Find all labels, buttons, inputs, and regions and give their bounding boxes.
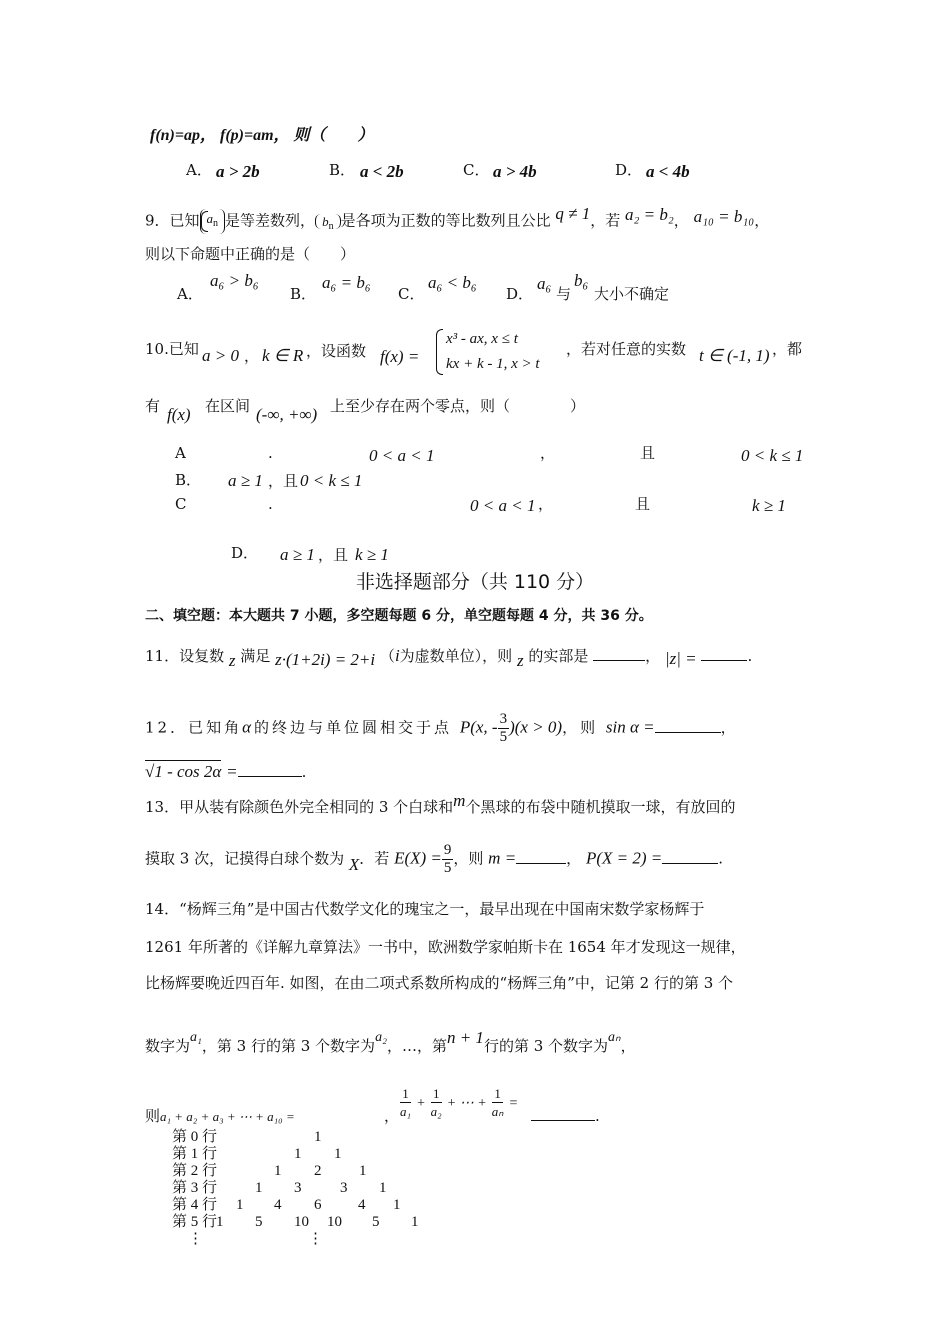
answer-blank[interactable]: [655, 718, 721, 733]
q10-option-d-label: D．: [231, 544, 259, 562]
answer-blank[interactable]: [238, 762, 302, 777]
q11-text: 的实部是: [528, 647, 589, 665]
q10-option-c-sep: ，: [538, 495, 554, 513]
q12-text: ，: [720, 718, 739, 737]
q11-i: i: [394, 646, 400, 665]
q13-text: ，: [566, 849, 582, 868]
triangle-number: 10: [327, 1214, 342, 1230]
q14-text: .: [595, 1107, 600, 1125]
q13-m: m: [453, 791, 466, 810]
q14-comma: ，: [384, 1107, 400, 1125]
q12-sqrt: √1 - cos 2α: [145, 762, 222, 781]
q10-cond-k: k ∈ R: [262, 346, 304, 365]
q10-option-c-and: 且: [635, 495, 651, 513]
q13-expectation: E(X) =: [394, 848, 442, 868]
q11-text: ，: [645, 647, 661, 665]
q9-option-d-a6: a₆: [537, 274, 552, 293]
q14-line1: 14．“杨辉三角”是中国古代数学文化的瑰宝之一，最早出现在中国南宋数学家杨辉于: [145, 900, 705, 918]
triangle-number: 2: [314, 1163, 322, 1179]
q10-piece2: kx + k - 1, x > t: [446, 356, 540, 372]
row-label: 第 2 行: [172, 1163, 218, 1179]
triangle-number: 1: [334, 1146, 342, 1162]
q8-option-d-label: D．: [615, 161, 643, 179]
q12-fraction: [498, 711, 510, 746]
q11-text: .: [747, 647, 753, 665]
q8-option-a-label: A．: [186, 161, 212, 179]
row-label: 第 1 行: [172, 1146, 218, 1162]
q9-text: 9．已知: [145, 211, 200, 230]
q9-text: ，: [754, 211, 770, 230]
q9-text: ，: [673, 211, 689, 230]
q14-blank-wrap: [531, 1106, 600, 1126]
q12-numerator: 3: [499, 711, 508, 727]
ellipsis-vertical: ⋮: [308, 1231, 323, 1247]
q9-cond1: a₂ = b₂: [625, 204, 674, 224]
q9-option-d-b6: b₆: [574, 271, 589, 290]
q9-line1: [145, 203, 770, 237]
q8-option-c-label: C．: [463, 161, 490, 179]
answer-blank[interactable]: [516, 849, 566, 864]
triangle-number: 4: [274, 1197, 282, 1213]
q12-text: .: [301, 763, 307, 781]
q12-point: P(x, -: [459, 717, 498, 737]
q9-ratio: q ≠ 1: [555, 203, 591, 223]
triangle-number: 6: [314, 1197, 322, 1213]
section-title: 非选择题部分（共 110 分）: [355, 571, 595, 593]
q9-option-d-text: 与: [556, 285, 572, 303]
q14-den: a₂: [430, 1104, 442, 1119]
q14-line5: [145, 1106, 295, 1127]
ellipsis-vertical: ⋮: [188, 1231, 203, 1247]
answer-blank[interactable]: [593, 646, 645, 661]
q8-option-a: a > 2b: [216, 162, 260, 181]
q14-n1: n + 1: [446, 1028, 484, 1047]
triangle-number: 5: [372, 1214, 380, 1230]
q13-text: ．若: [359, 849, 390, 868]
q14-line3: 比杨辉要晚近四百年. 如图，在由二项式系数所构成的“杨辉三角”中，记第 2 行的第 3 个: [145, 974, 734, 992]
q13-fraction: [442, 842, 454, 877]
q10-option-c-label: C: [175, 495, 187, 513]
q12-text: 12．已知角: [145, 718, 243, 737]
triangle-number: 3: [340, 1180, 348, 1196]
q11-modulus: |z| =: [664, 649, 697, 668]
q10-piecewise: [436, 327, 540, 377]
q10-line2: 有: [145, 397, 161, 415]
q13-m-eq: m =: [488, 848, 517, 868]
triangle-number: 1: [359, 1163, 367, 1179]
q12-text: ，则: [562, 718, 599, 737]
q10-option-b-and: ，且: [268, 472, 299, 490]
q10-function: f(x) =: [380, 347, 420, 366]
q14-text: ，第 3 行的第 3 个数字为: [201, 1037, 376, 1055]
q12-equals: =: [226, 762, 238, 781]
q13-text: ，则: [453, 849, 484, 868]
triangle-number: 1: [236, 1197, 244, 1213]
q10-interval: (-∞, +∞): [256, 405, 318, 424]
q14-text: ，: [620, 1037, 636, 1055]
q10-option-c-dot: .: [268, 495, 273, 513]
q11-text: 11．设复数: [145, 647, 225, 665]
q13-text: 个黑球的布袋中随机摸取一球，有放回的: [465, 798, 736, 816]
q14-plus: +: [416, 1096, 426, 1111]
q14-num: 1: [400, 1085, 411, 1103]
q9-option-b-label: B．: [290, 285, 317, 303]
triangle-number: 1: [216, 1214, 224, 1230]
q10-sep: ，: [244, 347, 260, 365]
q11: [145, 646, 753, 670]
answer-blank[interactable]: [662, 849, 718, 864]
triangle-number: 1: [393, 1197, 401, 1213]
q9-line2: 则以下命题中正确的是（ ）: [145, 245, 356, 263]
q10-option-b-k: 0 < k ≤ 1: [300, 471, 363, 490]
q10-cond-a: a > 0: [202, 346, 239, 365]
q10-option-d-a: a ≥ 1: [280, 545, 315, 564]
q9-option-a: a₆ > b₆: [210, 271, 259, 290]
q13-denominator: 5: [443, 860, 452, 876]
row-label: 第 0 行: [172, 1129, 218, 1145]
q14-plus-dots: + ⋯ +: [446, 1096, 487, 1111]
triangle-number: 1: [314, 1129, 322, 1145]
triangle-number: 10: [294, 1214, 309, 1230]
q10-option-a-sep: ，: [540, 444, 556, 462]
triangle-number: 3: [294, 1180, 302, 1196]
q11-z: z: [516, 651, 524, 670]
q14-an: aₙ: [608, 1030, 621, 1045]
q12-alpha: α: [242, 717, 255, 737]
q13-x: X: [348, 854, 360, 874]
q10-text: 在区间: [205, 397, 251, 415]
q14-reciprocal-sum: [400, 1085, 518, 1120]
seq-a-n: $a_n$: [200, 209, 226, 234]
q9-text: ，若: [590, 211, 621, 230]
answer-blank[interactable]: [531, 1106, 595, 1121]
q13-text: .: [718, 849, 724, 868]
q10-option-b-label: B．: [175, 471, 202, 489]
q13-text: 13．甲从装有除颜色外完全相同的 3 个白球和: [145, 798, 454, 816]
q14-line2: 1261 年所著的《详解九章算法》一书中，欧洲数学家帕斯卡在 1654 年才发现这一规律，: [145, 938, 746, 956]
q8-option-b-label: B．: [329, 161, 356, 179]
q10-option-c-a: 0 < a < 1: [470, 496, 536, 515]
q10-text: 上至少存在两个零点，则（ ）: [330, 397, 586, 415]
q13-line2: [145, 842, 723, 877]
q10-option-a-dot: .: [268, 444, 273, 462]
q14-frac1: [400, 1085, 411, 1120]
q10-piece1: x³ - ax, x ≤ t: [446, 331, 518, 347]
q13-prob: P(X = 2) =: [585, 848, 663, 868]
q11-equation: z·(1+2i) = 2+i: [275, 650, 376, 669]
triangle-number: 1: [411, 1214, 419, 1230]
q14-den: aₙ: [491, 1104, 504, 1119]
answer-blank[interactable]: [701, 646, 747, 661]
q9-option-d-label: D．: [506, 285, 534, 303]
q11-text: （: [379, 647, 395, 665]
q10-text: ，都: [772, 340, 803, 358]
q14-equals: =: [508, 1096, 519, 1111]
triangle-number: 4: [358, 1197, 366, 1213]
q14-text: 数字为: [145, 1037, 191, 1055]
q10-option-c-k: k ≥ 1: [752, 496, 786, 515]
q14-text: ，…，第: [386, 1037, 447, 1055]
q11-text: 为虚数单位），则: [399, 647, 513, 665]
q12-text: 的终边与单位圆相交于点: [254, 718, 453, 737]
q10-option-d-k: k ≥ 1: [355, 545, 389, 564]
q8-option-b: a < 2b: [360, 162, 404, 181]
q8-option-c: a > 4b: [493, 162, 537, 181]
triangle-number: 1: [274, 1163, 282, 1179]
seq-b-n: $b_n$: [315, 214, 341, 229]
q10-option-a-a: 0 < a < 1: [369, 446, 435, 465]
section-subtitle: 二、填空题：本大题共 7 小题，多空题每题 6 分，单空题每题 4 分，共 36 分。: [145, 608, 653, 624]
q9-option-d-text: 大小不确定: [594, 285, 670, 303]
q13-line1: [145, 791, 736, 817]
q12-sin: sin α =: [605, 717, 655, 737]
q11-z: z: [228, 651, 236, 670]
q14-a2: a₂: [375, 1030, 387, 1045]
q10-label: 10.已知: [145, 340, 199, 358]
triangle-number: 1: [294, 1146, 302, 1162]
q14-sum: a₁ + a₂ + a₃ + ⋯ + a₁₀ =: [160, 1109, 295, 1124]
q11-text: 满足: [240, 647, 271, 665]
q13-numerator: 9: [443, 842, 452, 858]
q9-option-b: a₆ = b₆: [322, 273, 371, 292]
triangle-number: 5: [255, 1214, 263, 1230]
q9-text: 是等差数列，: [225, 211, 316, 230]
row-label: 第 5 行: [172, 1214, 218, 1230]
q14-num: 1: [492, 1085, 504, 1103]
q14-frac2: [431, 1085, 442, 1120]
q12-cond: )(x > 0): [509, 717, 563, 737]
q9-text: 是各项为正数的等比数列且公比: [340, 211, 551, 230]
q10-text: ，设函数: [306, 342, 367, 360]
q14-den: a₁: [400, 1104, 412, 1119]
q10-option-a-k: 0 < k ≤ 1: [741, 446, 804, 465]
q12-denominator: 5: [499, 729, 508, 745]
q8-condition: f(n)=ap， f(p)=am， 则（ ）: [150, 127, 374, 144]
q9-option-c-label: C．: [398, 285, 425, 303]
q10-text: ，若对任意的实数: [566, 340, 687, 358]
q10-option-a-label: A: [175, 444, 186, 462]
q14-text: 行的第 3 个数字为: [483, 1037, 609, 1055]
q10-option-d-and: ，且: [318, 546, 349, 564]
q14-num: 1: [431, 1085, 442, 1103]
q13-text: 摸取 3 次，记摸得白球个数为: [145, 849, 345, 868]
q9-option-a-label: A．: [177, 285, 203, 303]
q10-t-range: t ∈ (-1, 1): [699, 346, 770, 365]
triangle-number: 1: [379, 1180, 387, 1196]
q9-cond2: a₁₀ = b₁₀: [693, 206, 755, 226]
q10-fx: f(x): [167, 405, 191, 424]
row-label: 第 3 行: [172, 1180, 218, 1196]
row-label: 第 4 行: [172, 1197, 218, 1213]
triangle-number: 1: [255, 1180, 263, 1196]
q8-option-d: a < 4b: [646, 162, 690, 181]
q14-text: 则: [145, 1107, 161, 1125]
q14-a1: a₁: [190, 1030, 202, 1045]
q14-line4: [145, 1028, 636, 1058]
q9-option-c: a₆ < b₆: [428, 273, 477, 292]
q10-option-b-a: a ≥ 1: [228, 471, 263, 490]
q10-option-a-and: 且: [640, 444, 656, 462]
q12-line2: [145, 762, 306, 782]
q14-frac3: [492, 1085, 504, 1120]
q12-line1: [145, 711, 739, 746]
